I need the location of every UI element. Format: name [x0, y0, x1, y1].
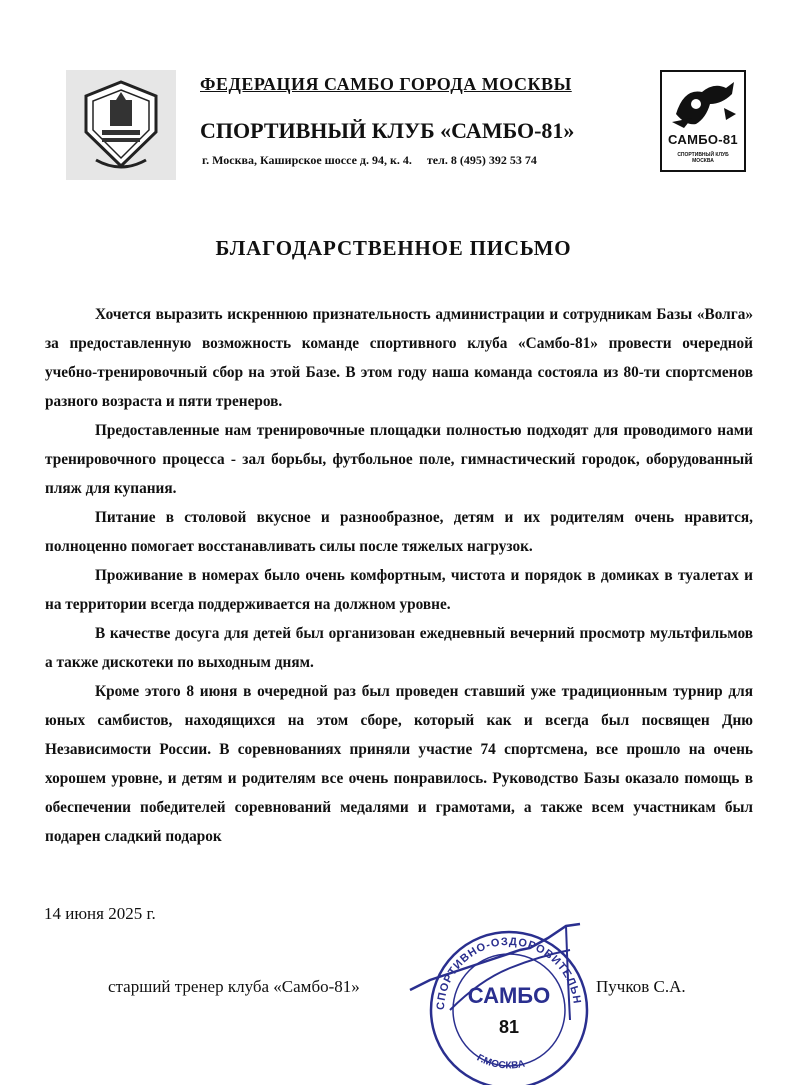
- signer-name: Пучков С.А.: [596, 977, 686, 996]
- federation-name: ФЕДЕРАЦИЯ САМБО ГОРОДА МОСКВЫ: [200, 74, 572, 94]
- paragraph: Хочется выразить искреннюю признательность администрации и сотрудникам Базы «Волга» за предоставленную возможность команде спортивного клуба «Самбо-81» провести очередной учебно-тренировочный сбор на этой Базе. В этом году наша команда состояла из 80-ти спортсменов разного возраста и пяти тренеров.: [45, 306, 753, 410]
- stamp-city: Г.МОСКВА: [474, 1052, 526, 1072]
- handwritten-signature: [370, 920, 610, 1040]
- letter-body: [45, 300, 753, 851]
- paragraph: Питание в столовой вкусное и разнообразное, детям и их родителям очень нравится, полноценно помогает восстанавливать силы после тяжелых нагрузок.: [45, 509, 753, 555]
- address-text: г. Москва, Каширское шоссе д. 94, к. 4.: [202, 153, 412, 167]
- paragraph: Предоставленные нам тренировочные площадки полностью подходят для проводимого нами тренировочного процесса - зал борьбы, футбольное поле, гимнастический городок, оборудованный пляж для купания.: [45, 422, 753, 497]
- paragraph: Кроме этого 8 июня в очередной раз был проведен ставший уже традиционным турнир для юных самбистов, находящихся на этом сборе, который как и всегда был посвящен Дню Независимости России. В соревнованиях приняли участие 74 спортсмена, все прошло на очень хорошем уровне, и детям и родителям все очень понравилось. Руководство Базы оказало помощь в обеспечении победителей соревнований медалями и грамотами, а также всем участникам был подарен сладкий подарок: [45, 683, 753, 845]
- club-logo: [660, 70, 746, 172]
- paragraph: Проживание в номерах было очень комфортным, чистота и порядок в домиках в туалетах и на территории всегда поддерживается на должном уровне.: [45, 567, 753, 613]
- contact-line: [202, 153, 537, 168]
- document-title: БЛАГОДАРСТВЕННОЕ ПИСЬМО: [215, 236, 572, 260]
- stamp-number: 81: [498, 1017, 520, 1037]
- club-logo-brand: САМБО-81: [668, 132, 738, 147]
- stamp-center-text: САМБО: [467, 983, 551, 1008]
- federation-emblem-logo: [66, 70, 176, 180]
- phone-text: тел. 8 (495) 392 53 74: [426, 153, 537, 167]
- stamp-outer-text: СПОРТИВНО-ОЗДОРОВИТЕЛЬН: [434, 935, 583, 1011]
- club-name: СПОРТИВНЫЙ КЛУБ «САМБО-81»: [200, 118, 575, 143]
- club-logo-subtitle: СПОРТИВНЫЙ КЛУБ МОСКВА: [677, 152, 729, 164]
- letter-date: 14 июня 2025 г.: [44, 904, 156, 923]
- paragraph: В качестве досуга для детей был организован ежедневный вечерний просмотр мультфильмов а также дискотеки по выходным дням.: [45, 625, 753, 671]
- signer-role: старший тренер клуба «Самбо-81»: [108, 977, 360, 996]
- svg-text:Г.МОСКВА: [475, 1053, 526, 1072]
